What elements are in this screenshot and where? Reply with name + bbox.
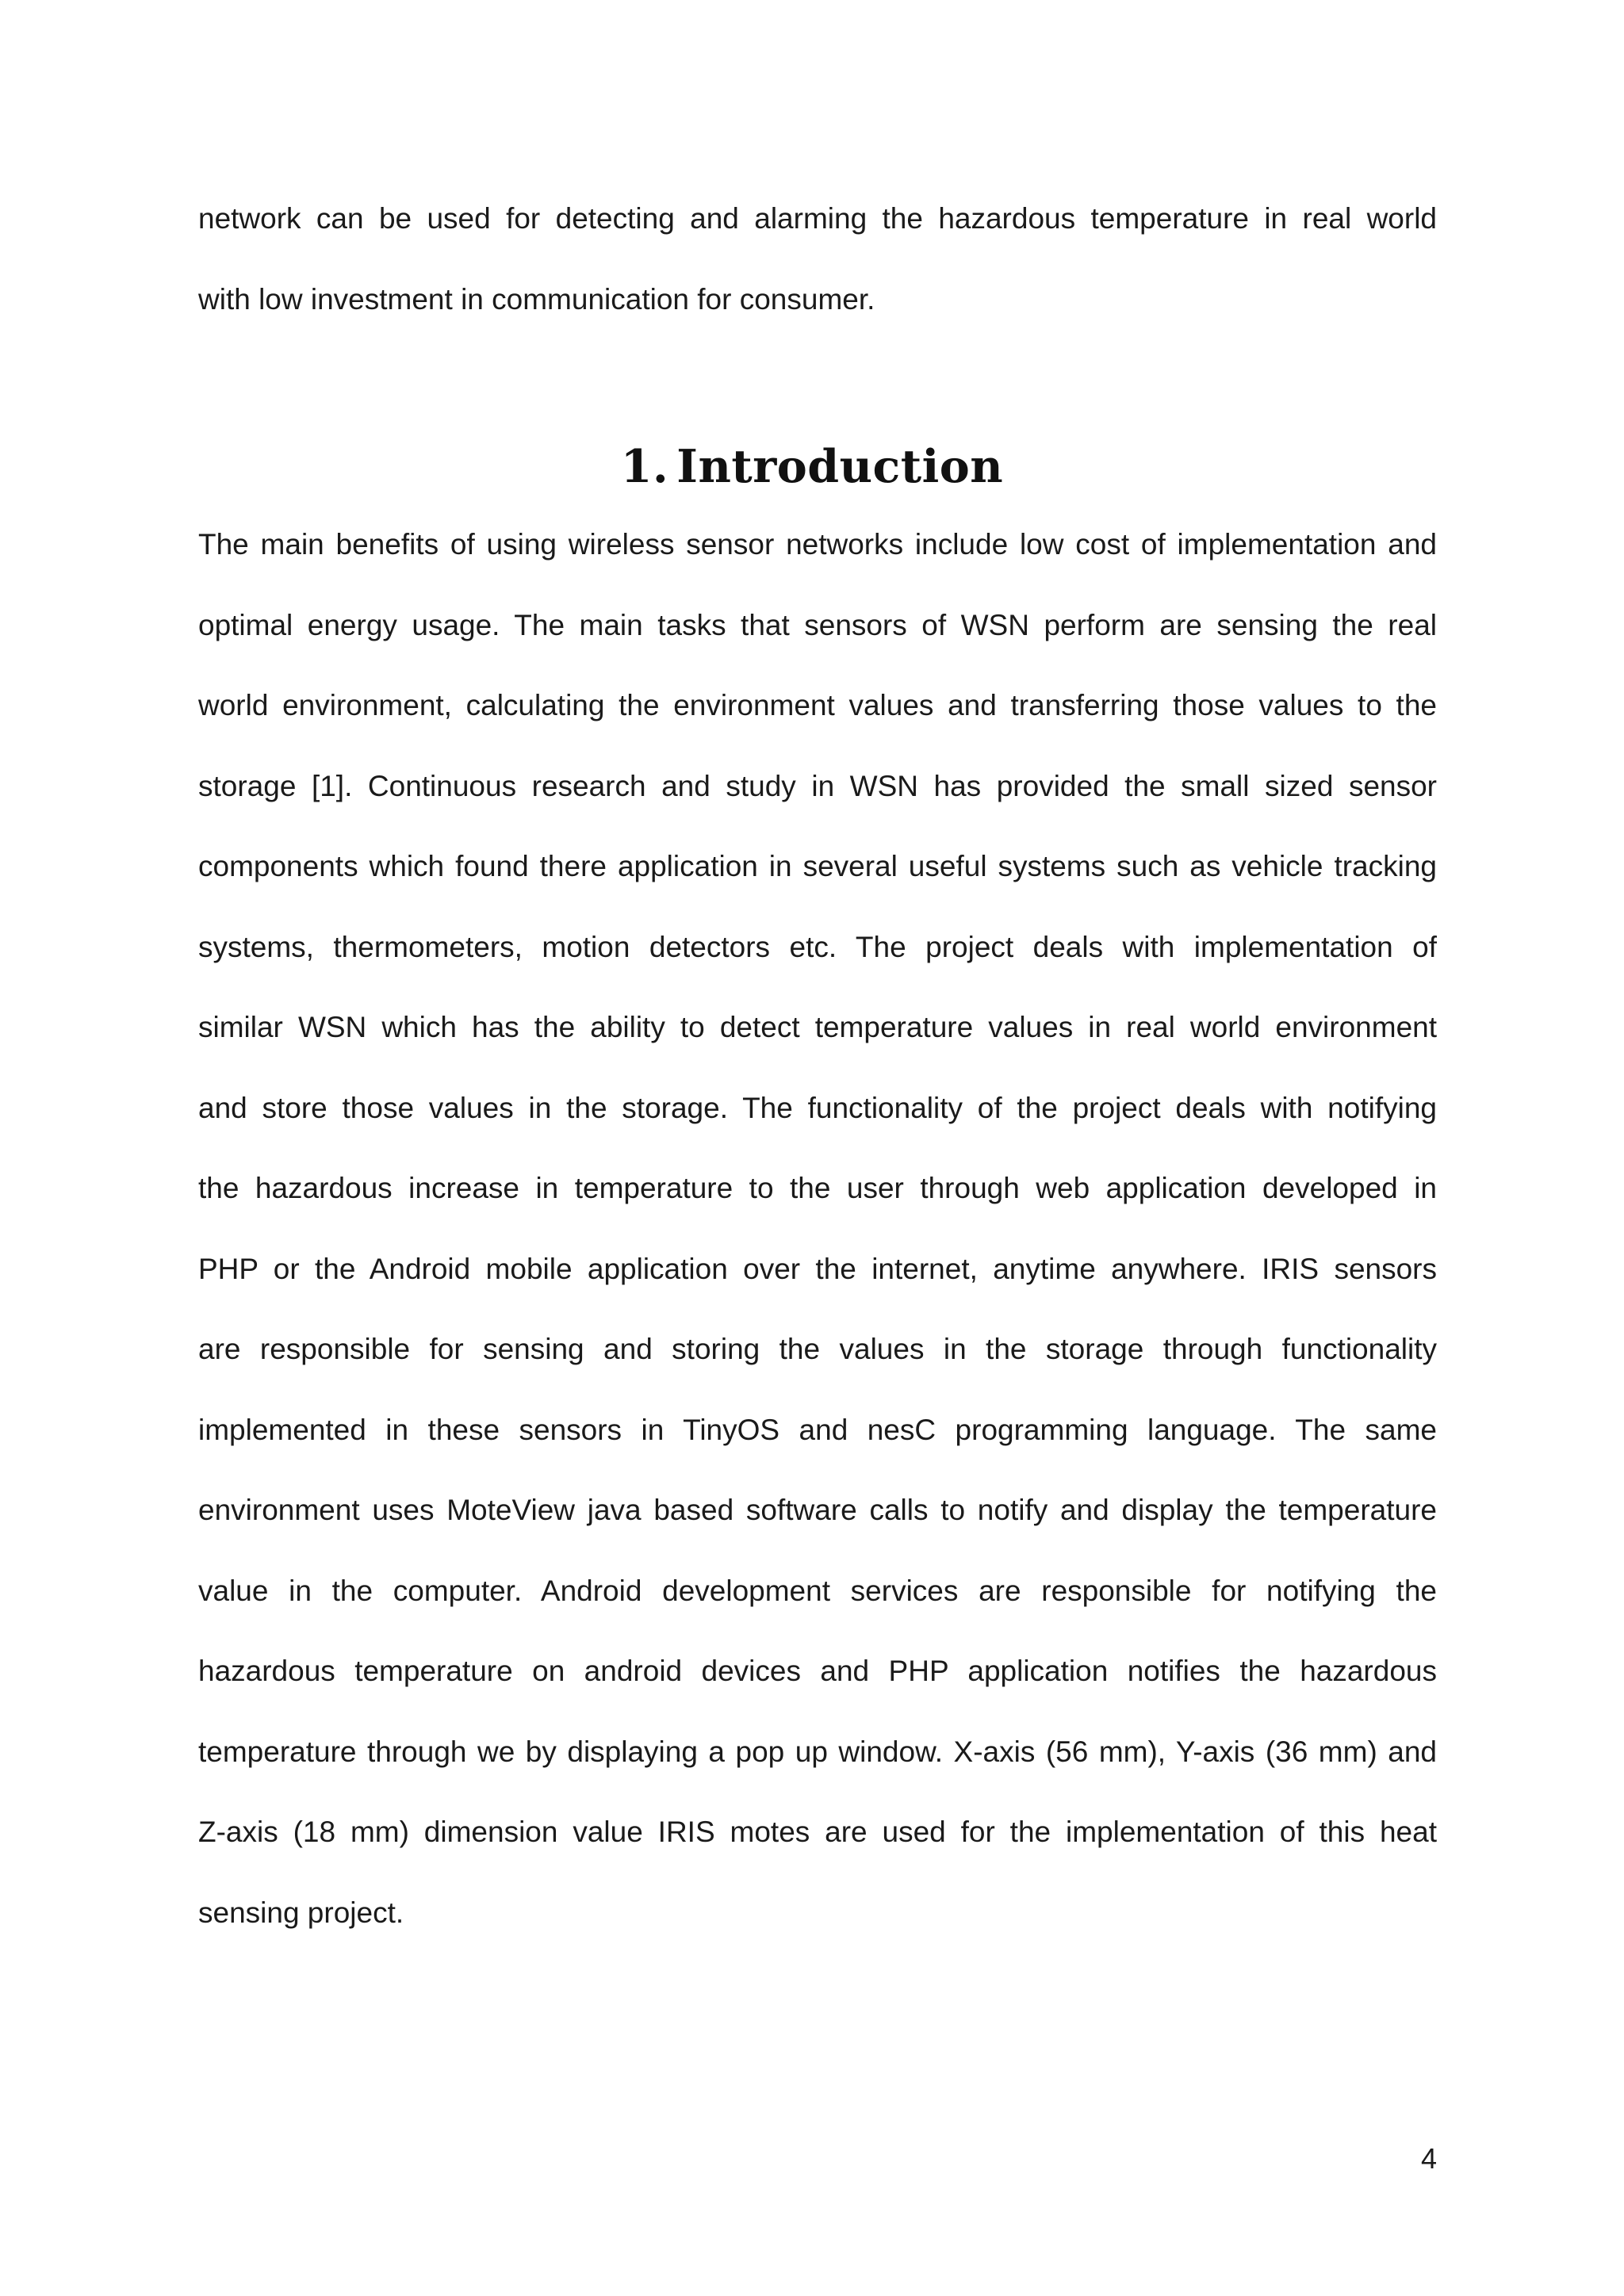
section-number: 1. <box>620 440 669 493</box>
paragraph-line: the hazardous increase in temperature to the user through web application developed in <box>198 1172 1437 1204</box>
page-number: 4 <box>1420 2142 1437 2175</box>
paragraph-line: world environment, calculating the environment values and transferring those values to the <box>198 689 1437 721</box>
paragraph-line: The main benefits of using wireless sensor networks include low cost of implementation and <box>198 528 1437 561</box>
paragraph-line: temperature through we by displaying a pop up window. X-axis (56 mm), Y-axis (36 mm) and <box>198 1735 1437 1768</box>
section-title: Introduction <box>676 440 1004 493</box>
paragraph-line: sensing project. <box>198 1896 404 1929</box>
paragraph-line: storage [1]. Continuous research and study in WSN has provided the small sized sensor <box>198 769 1437 802</box>
paragraph-line: hazardous temperature on android devices and PHP application notifies the hazardous <box>198 1655 1437 1687</box>
introduction-paragraph <box>198 504 1437 1953</box>
paragraph-line: PHP or the Android mobile application over the internet, anytime anywhere. IRIS sensors <box>198 1252 1437 1285</box>
paragraph-line: with low investment in communication for consumer. <box>198 282 875 316</box>
intro-paragraph <box>198 178 1437 339</box>
paragraph-line: implemented in these sensors in TinyOS and nesC programming language. The same <box>198 1413 1437 1446</box>
paragraph-line: optimal energy usage. The main tasks that sensors of WSN perform are sensing the real <box>198 608 1437 641</box>
paragraph-line: similar WSN which has the ability to detect temperature values in real world environment <box>198 1011 1437 1043</box>
paragraph-line: Z-axis (18 mm) dimension value IRIS motes are used for the implementation of this heat <box>198 1816 1437 1848</box>
paragraph-line: network can be used for detecting and alarming the hazardous temperature in real world <box>198 202 1437 235</box>
paragraph-line: value in the computer. Android development services are responsible for notifying the <box>198 1574 1437 1607</box>
paragraph-line: and store those values in the storage. The functionality of the project deals with notifying <box>198 1091 1437 1124</box>
paragraph-line: are responsible for sensing and storing the values in the storage through functionality <box>198 1333 1437 1365</box>
paragraph-line: systems, thermometers, motion detectors etc. The project deals with implementation of <box>198 930 1437 963</box>
paragraph-line: components which found there application in several useful systems such as vehicle tracking <box>198 850 1437 882</box>
section-heading <box>0 440 1624 493</box>
paragraph-line: environment uses MoteView java based software calls to notify and display the temperature <box>198 1494 1437 1526</box>
